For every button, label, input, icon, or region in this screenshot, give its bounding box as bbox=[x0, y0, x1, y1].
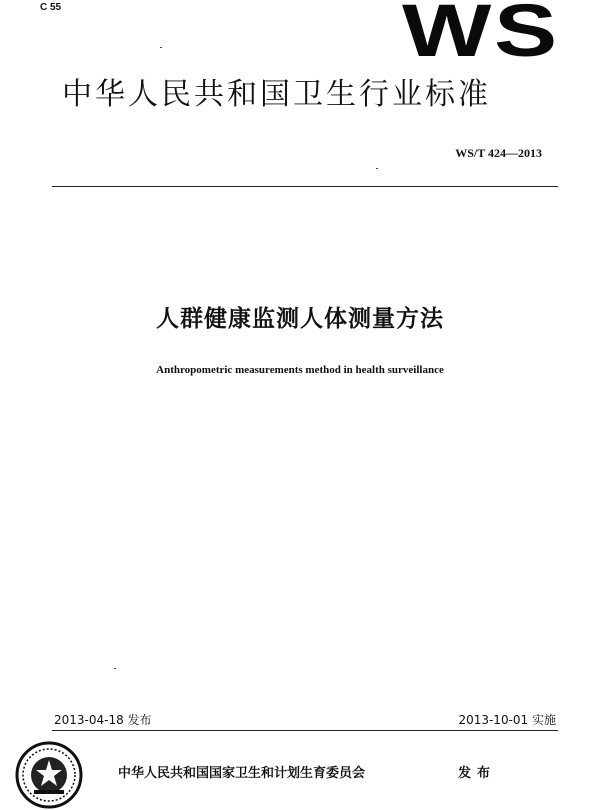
top-divider bbox=[52, 186, 558, 187]
scan-speck bbox=[114, 668, 116, 669]
ccs-classification-code: C 55 bbox=[40, 2, 62, 13]
national-emblem-seal-icon bbox=[14, 740, 84, 810]
issue-date: 2013-04-18 发布 bbox=[54, 713, 152, 727]
scan-speck bbox=[160, 47, 162, 48]
scan-speck bbox=[376, 168, 378, 169]
document-title-chinese: 人群健康监测人体测量方法 bbox=[156, 306, 444, 332]
issuing-authority: 中华人民共和国国家卫生和计划生育委员会 bbox=[118, 766, 366, 781]
document-title-english: Anthropometric measurements method in health surveillance bbox=[156, 364, 444, 376]
implementation-date: 2013-10-01 实施 bbox=[458, 713, 556, 727]
bottom-divider bbox=[52, 730, 558, 731]
ws-standard-mark: WS bbox=[402, 0, 560, 72]
publish-label: 发布 bbox=[458, 766, 497, 781]
standard-number: WS/T 424—2013 bbox=[455, 146, 542, 160]
organization-title: 中华人民共和国卫生行业标准 bbox=[62, 77, 491, 112]
